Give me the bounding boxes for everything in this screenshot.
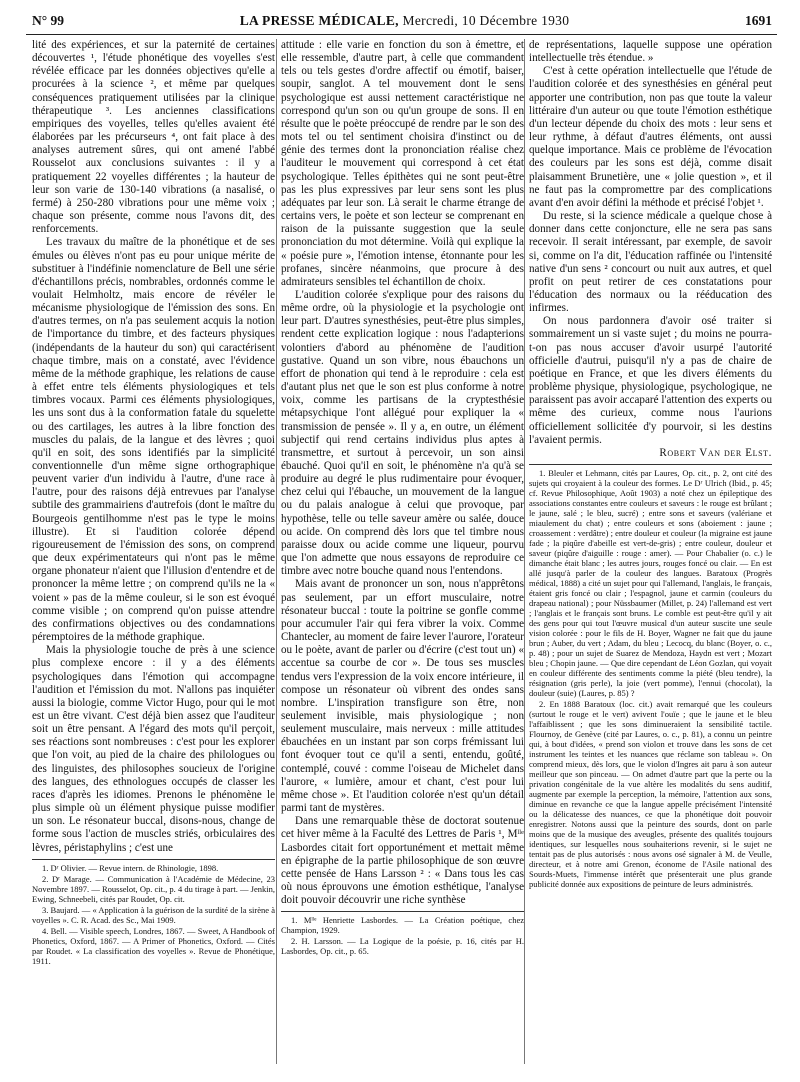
footnote: 3. Baujard. — « Application à la guérison de la surdité de la sirène à voyelles ». C. R. Acad. des Sc., Mai 1909. (32, 904, 275, 925)
paragraph: Dans une remarquable thèse de doctorat soutenue cet hiver même à la Faculté des Lettres de Paris ¹, Mˡˡᵉ Lasbordes citait fort opportunément et mettait même en épigraphe de la partie philosophique de son œuvre cette pensée de Hans Larsson ² : « Dans tous les cas où nous éprouvons une émotion esthétique, l'analyse doit pouvoir découvrir une riche synthèse (281, 815, 524, 907)
paragraph: Mais la physiologie touche de près à une science plus complexe encore : il y a des éléments psychologiques dans l'émotion qui accompagne l'audition et l'émission du mot. N'allons pas inquiéter aussi la biologie, comme Victor Hugo, pour qui le mot est un être vivant. C'est déjà bien assez que l'auditeur soit un être pensant. A l'égard des mots qu'il perçoit, ses réactions sont nombreuses : c'est pour les explorer que l'on voit, au pied de la chaire des philologues ou des linguistes, des philosophes soucieux de l'origine des langues, des ethnologues occupés de classer les races d'après les idiomes. Prenons le phénomène le plus simple où un élément physique puisse modifier un son. Le résonateur buccal, disons-nous, change de forme sous l'action de muscles striés, orbiculaires des lèvres, péristaphylins ; c'est une (32, 644, 275, 854)
paragraph: L'audition colorée s'explique pour des raisons du même ordre, où la physiologie et la psychologie ont leur part. D'autres synesthésies, peut-être plus simples, rendent cette explication logique : nous l'adapterions volontiers d'abord au phénomène de l'audition gustative. Quand un son vibre, nous ébauchons un effort de phonation qui tend à le reproduire : cela est d'autant plus net que le son est plus conforme à notre voix, comme les partisans de la cryptesthésie métapsychique l'ont allégué pour expliquer la « transmission de pensée ». Il y a, en outre, un élément subjectif qui rend certains individus plus aptes à transmettre, et surtout à percevoir, un son ainsi ébauché. Quoi qu'il en soit, le phénomène n'a qu'à se produire au degré le plus rudimentaire pour évoquer, chez celui qui l'ébauche, un mouvement de la langue ou du palais analogue à celui que provoque, par hypothèse, telle ou telle saveur amère ou salée, douce ou acide. On comprend dès lors que tel timbre nous paraisse doux ou acide comme une liqueur, pourvu que l'on admette que nous essayons de reproduire ce timbre avec notre bouche quand nous l'entendons. (281, 288, 524, 578)
footnote: 1. Mˡˡᵉ Henriette Lasbordes. — La Création poétique, chez Champion, 1929. (281, 915, 524, 936)
column-3 (529, 39, 772, 1079)
paragraph: de représentations, laquelle suppose une opération intellectuelle très étendue. » (529, 39, 772, 65)
page-header (32, 13, 772, 31)
paragraph: On nous pardonnera d'avoir osé traiter si sommairement un si vaste sujet ; du moins ne pourra-t-on pas nous accuser d'avoir usurpé l'autorité officielle d'autrui, puisqu'il n'y a pas de chaire de poétique en France, et que les divers éléments du problème physique, physiologique, psychologique, ne paraissent pas avoir accaparé l'attention des experts ou même des curieux, comme nous l'aurions officiellement sollicitée d'y pourvoir, si les destins l'avaient permis. (529, 315, 772, 446)
author-signature: Robert Van der Elst. (659, 446, 772, 459)
footnotes (32, 863, 275, 966)
footnote-rule (529, 464, 772, 465)
footnote: 2. En 1888 Baratoux (loc. cit.) avait remarqué que les couleurs (surtout le rouge et le vert) avivent l'ouïe ; que le jaune et le bleu l'affaiblissent ; que les sons diminueraient la sensibilité tactile. Flournoy, de Genève (cité par Laures, o. c., p. 81), a connu un peintre qui, à bout d'idées, « prend son violon et trouve dans les sons de cet instrument les teintes et les nuances que réclame son tableau ». On comprend mieux, dès lors, que le violon d'Ingres ait paru à son auteur meilleur que son pinceau. — On admet d'autre part que la perte ou la privation congénitale de la vue altère les modalités du sens auditif, augmente par exemple la perception, la mémoire, l'attention aux sons, diminue en revanche ce que la langue appelle précisément l'intensité ou la délicatesse des nuances, ce que la phonétique doit pouvoir enregistrer. Notons aussi que la peinture des sourds, dont on parle moins que de la musique des aveugles, présente des qualités toujours identiques, sur lesquelles nous souhaiterions revenir, si le sujet ne tentait pas de plus autorisés : nous avons osé signaler à M. de Veulle, directeur, et à notre ami Grenon, économe de l'Asile national des Sourds-Muets, l'immense intérêt que présenterait une plus grande publicité donnée aux expositions de peinture de leurs administrés. (529, 699, 772, 889)
column-2 (281, 39, 524, 1079)
footnote: 4. Bell. — Visible speech, Londres, 1867. — Sweet, A Handbook of Phonetics, Oxford, 1867. — A Primer of Phonetics, Oxford. — Cités par Roudet. « La classification des voyelles ». Revue de Phonétique, 1911. (32, 925, 275, 966)
column-1 (32, 39, 275, 1079)
paragraph: Mais avant de prononcer un son, nous n'apprêtons pas seulement, par un effort musculaire, notre résonateur buccal : toute la poitrine se gonfle comme pour accumuler l'air qui fera vibrer la voix. Comme Chantecler, au moment de faire lever l'aurore, l'orateur ou le poète, avant de parler ou d'écrire (c'est tout un) « accentue sa courbe de cor ». De tous ses muscles tendus vers l'expression de la voix encore intérieure, il compose un résonateur où vibrent des ondes sans nombre. L'inspiration transfigure son être, non seulement invisible, mais physiologique ; non seulement musculaire, mais nerveux : mille attitudes ébauchées en un instant par son corps frémissant lui font évoquer tout ce qu'il a senti, entendu, goûté, contemplé, couvé : comme l'oiseau de Michelet dans l'aurore, « lumière, amour et chant, c'est pour lui même chose ». Et l'audition colorée n'est qu'un détail parmi tant de mystères. (281, 578, 524, 815)
footnote: 2. H. Larsson. — La Logique de la poésie, p. 16, cités par H. Lasbordes, Op. cit., p. 65. (281, 936, 524, 957)
signature-line (529, 447, 772, 460)
journal-title: LA PRESSE MÉDICALE, (239, 13, 399, 28)
footnote: 1. Bleuler et Lehmann, cités par Laures, Op. cit., p. 2, ont cité des sujets qui croyaient à la couleur des formes. Le Dʳ Ulrich (Ibid., p. 45; cf. Revue Philosophique, Août 1903) a noté chez un épileptique des associations constantes entre couleurs et saveurs : le rouge est brûlant ; le jaune, salé ; le bleu, sucré) ; entre sons et saveurs (valériane et miaulement du chat) ; entre couleurs et sons (aboiement : jaune ; croassement : verdâtre) ; entre douleur et couleur (la migraine est jaune fade ; la piqûre d'abeille est vert-de-gris) ; entre couleur, douleur et saveur (piqûre d'aiguille : rouge : amer). — Pour Chabalier (o. c.) le dimanche était blanc ; les autres jours, rouges foncé ou clair. — En est allé jusqu'à parler de la couleur des langues. Baratoux (Progrès médical, 1888) a cité un sujet pour qui l'allemand, l'anglais, le français, étaient gris foncé ou clair ; l'espagnol, jaune et carmin (couleurs du drapeau national) ; pour Nüssbaumer (Millet, p. 24) l'allemand est vert ; l'anglais et le français sont bruns. Le comble est peut-être qu'il y ait des gens pour qui tout l'œuvre musical d'un auteur suscite une seule vision colorée : pour le fils de H. Boyer, Wagner ne fait que du jaune brun ; Auber, du vert ; Adam, du bleu ; Lecocq, du blanc (Boyer, o. c., p. 48) ; pour un sujet de Suarez de Mendoza, Haydn est vert ; Mozart bleu ; Chopin jaune. — Que dire cependant de Léon Gozlan, qui voyait en couleur différente des sentiments comme la piété (bleu tendre), la résignation (gris perle), la joie (vert pomme), l'ennui (chocolat), la douleur (suie) (Laures, p. 85) ? (529, 468, 772, 698)
issue-number: N° 99 (32, 13, 65, 28)
footnote: 2. Dʳ Marage. — Communication à l'Académie de Médecine, 23 Novembre 1897. — Rousselot, Op. cit., p. 4 du tirage à part. — Jenkin, Ewing, Schneebeli, cités par Roudet, Op. cit. (32, 873, 275, 904)
journal-title-line (240, 13, 570, 29)
column-divider (524, 39, 525, 1064)
footnotes (281, 915, 524, 956)
column-divider (276, 39, 277, 1064)
paragraph: Du reste, si la science médicale a quelque chose à donner dans cette conjoncture, elle ne sera pas sans recevoir. Il serait intéressant, par exemple, de savoir si, comme on l'a dit, l'éducation raffinée ou l'intensité native d'un sens ² concourt ou nuit aux autres, et quel profit on peut retirer de ces constatations pour l'éducation des normaux ou la rééducation des infirmes. (529, 210, 772, 315)
page-number: 1691 (745, 13, 772, 28)
paragraph: C'est à cette opération intellectuelle que l'étude de l'audition colorée et des synesthésies en général peut apporter une contribution, non pas que toute la valeur littéraire d'un auteur ou que toute l'émotion esthétique d'un lecteur dépende du choix des mots : leur sens et leur rythme, à défaut d'autres éléments, ont aussi quelque importance. Mais ce problème de l'évocation des couleurs par les sons est déjà, comme disait plaisamment Brunetière, une « jolie question », et il ne faut pas la compromettre par des complications avant d'en avoir défini la méthode et précisé l'objet ¹. (529, 65, 772, 209)
paragraph: lité des expériences, et sur la paternité de certaines découvertes ¹, l'étude phonétique des voyelles s'est révélée efficace par les données objectives qu'elle a procurées à la science ², et même par quelques conséquences pratiquement utilisées par la clinique thérapeutique ³. Les anciennes classifications empiriques des voyelles, telles qu'elles avaient été élaborées par les précurseurs ⁴, ont fait place à des analyses autrement sûres, qui ont amené l'abbé Rousselot aux conclusions suivantes : il y a pratiquement 22 voyelles différentes ; la hauteur de leur son varie de 130-140 vibrations (a nasalisé, o fermé) à 250-280 vibrations pour une même voix ; chaque son présente, comme nous l'avons dit, des renforcements. (32, 39, 275, 236)
header-rule (26, 34, 777, 35)
issue-date: Mercredi, 10 Décembre 1930 (402, 13, 570, 28)
footnote: 1. Dʳ Olivier. — Revue intern. de Rhinologie, 1898. (42, 862, 219, 873)
footnotes (529, 468, 772, 889)
paragraph: attitude : elle varie en fonction du son à émettre, et elle ressemble, d'autre part, à celle que commandent tels ou tels gestes d'ordre affectif ou émotif, baiser, soupir, sanglot. A tel mouvement dont le sens psychologique est aussi nettement caractéristique ne correspond qu'un son ou qu'un groupe de sons. Il en résulte que le poète préoccupé de rendre par le son des mots tel ou tel sentiment choisira d'instinct ou de génie des termes dont la prononciation réalise chez l'auditeur le mouvement qui correspond à cet état psychologique. Telles épithètes qui ne sont peut-être pas les plus expressives par leur sens sont les plus adéquates par leur son. Là serait le charme étrange de certains vers, le poète et son lecteur se comprenant en raison de la puissante suggestion que la seule prononciation du mot détermine. Voilà qui explique la « poésie pure », l'émotion intense, étonnante pour les profanes, sincère néanmoins, que procure à des admirateurs sensibles tel échantillon de choix. (281, 39, 524, 288)
paragraph: Les travaux du maître de la phonétique et de ses émules ou élèves n'ont pas eu pour unique mérite de substituer à l'indéfinie nomenclature de Bell une série d'échantillons précis, nombrables, ordonnés comme le voulait Helmholtz, mais encore de révéler le mécanisme physiologique de l'émission des sons. En d'autres termes, on n'a pas seulement acquis la notion de l'importance du timbre, et des facteurs physiques (indépendants de la hauteur du son) qui caractérisent chaque timbre, mais on a constaté, avec l'évidence même de la méthode graphique, les relations de cause à effet entre tels éléments physiologiques et tels timbres vocaux. Parmi ces éléments physiologiques, les uns sont dus à la conformation fatale du squelette ou des cartilages, les autres à la libre fonction des muscles du palais, de la langue et des lèvres ; quoi qu'il en soit, des sons identifiés par la simplicité conventionnelle d'un même signe orthographique peuvent varier d'un individu à l'autre, d'une race à l'autre, pour des raisons déjà entrevues par l'analyse subtile des grammairiens d'autrefois (dont le maître du Bourgeois gentilhomme n'est pas le type le moins illustre). Et si l'audition colorée dépend rigoureusement de l'émission des sons, on comprend que deux expérimentateurs qui n'ont pas le même organe phonateur n'aient que l'illusion d'entendre et de prononcer la même lettre ; on comprend qu'ils ne la « voient » pas de la même couleur, si le son est évoqué comme visible ; on comprend qu'on puisse attendre des confirmations objectives ou des condamnations péremptoires de la méthode graphique. (32, 236, 275, 644)
footnote-rule (281, 911, 524, 912)
footnote-rule (32, 859, 275, 860)
